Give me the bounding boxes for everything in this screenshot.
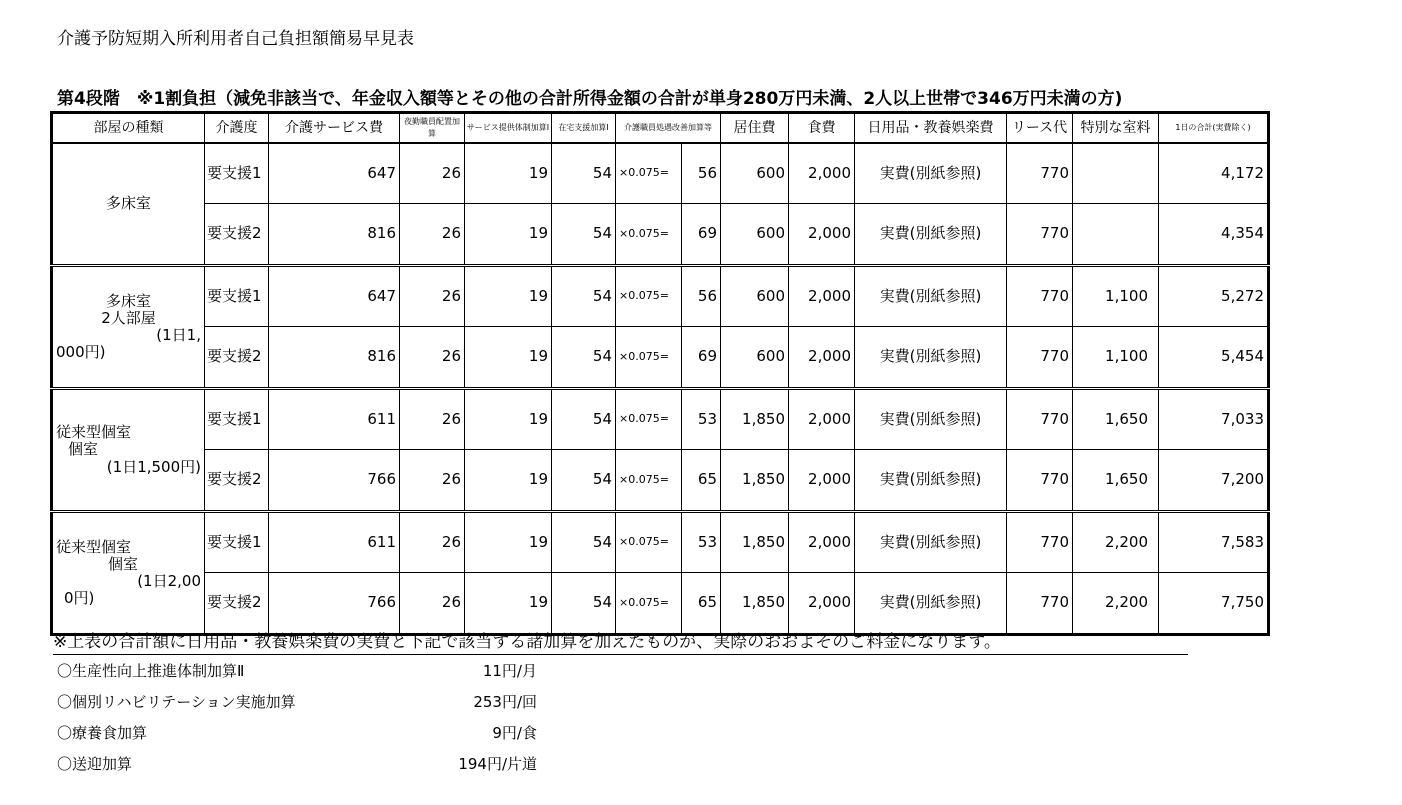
- addon-item: [57, 660, 537, 681]
- table-footnote: ※上表の合計額に日用品・教養娯楽費の実費と下記で該当する諸加算を加えたものが、実際のおおよそのご料金になります。: [53, 627, 1188, 655]
- provision-fee-cell: 19: [465, 450, 552, 512]
- addon-name: 〇個別リハビリテーション実施加算: [57, 693, 296, 711]
- residence-fee-cell: 600: [721, 143, 789, 204]
- daily-cost-cell: 実費(別紙参照): [855, 266, 1007, 327]
- room-group: [52, 266, 1269, 389]
- treatment-fee-cell: 53: [682, 389, 721, 450]
- night-fee-cell: 26: [400, 450, 465, 512]
- residence-fee-cell: 600: [721, 204, 789, 266]
- room-type-label: 多床室: [105, 194, 151, 213]
- room-group: [52, 512, 1269, 635]
- residence-fee-cell: 1,850: [721, 389, 789, 450]
- special-room-fee-cell: 1,100: [1073, 266, 1159, 327]
- multiplier-cell: ×0.075=: [616, 450, 682, 512]
- header-night: 夜勤職員配置加算: [400, 113, 465, 144]
- table-row: [52, 450, 1269, 512]
- service-fee-cell: 611: [269, 512, 400, 573]
- care-level-cell: 要支援2: [205, 327, 269, 389]
- lease-fee-cell: 770: [1007, 450, 1073, 512]
- daily-total-cell: 7,750: [1159, 573, 1269, 635]
- multiplier-cell: ×0.075=: [616, 266, 682, 327]
- page-title: 介護予防短期入所利用者自己負担額簡易早見表: [57, 29, 414, 49]
- table-row: [52, 573, 1269, 635]
- night-fee-cell: 26: [400, 389, 465, 450]
- lease-fee-cell: 770: [1007, 389, 1073, 450]
- daily-total-cell: 7,583: [1159, 512, 1269, 573]
- table-row: [52, 512, 1269, 573]
- header-treatment: 介護職員処遇改善加算等: [616, 113, 721, 144]
- night-fee-cell: 26: [400, 327, 465, 389]
- daily-cost-cell: 実費(別紙参照): [855, 573, 1007, 635]
- daily-cost-cell: 実費(別紙参照): [855, 143, 1007, 204]
- table-row: [52, 204, 1269, 266]
- header-provision: サービス提供体制加算Ⅰ: [465, 113, 552, 144]
- page-subtitle: 第4段階 ※1割負担（減免非該当で、年金収入額等とその他の合計所得金額の合計が単身280万円未満、2人以上世帯で346万円未満の方): [57, 89, 1123, 109]
- addon-price: 9円/食: [492, 724, 537, 742]
- care-level-cell: 要支援2: [205, 450, 269, 512]
- daily-cost-cell: 実費(別紙参照): [855, 450, 1007, 512]
- night-fee-cell: 26: [400, 512, 465, 573]
- lease-fee-cell: 770: [1007, 327, 1073, 389]
- food-fee-cell: 2,000: [789, 266, 855, 327]
- special-room-fee-cell: [1073, 204, 1159, 266]
- daily-total-cell: 7,200: [1159, 450, 1269, 512]
- room-group: [52, 389, 1269, 512]
- room-rate-label: (1日1,500円): [106, 457, 201, 476]
- lease-fee-cell: 770: [1007, 143, 1073, 204]
- treatment-fee-cell: 56: [682, 266, 721, 327]
- residence-fee-cell: 1,850: [721, 512, 789, 573]
- treatment-fee-cell: 65: [682, 450, 721, 512]
- header-total: 1日の合計(実費除く): [1159, 113, 1269, 144]
- room-type-label: 従来型個室: [56, 537, 132, 556]
- service-fee-cell: 647: [269, 266, 400, 327]
- treatment-fee-cell: 69: [682, 327, 721, 389]
- home-fee-cell: 54: [552, 512, 616, 573]
- multiplier-cell: ×0.075=: [616, 143, 682, 204]
- treatment-fee-cell: 65: [682, 573, 721, 635]
- room-type-sublabel: 個室: [68, 440, 99, 459]
- food-fee-cell: 2,000: [789, 143, 855, 204]
- addon-name: 〇送迎加算: [57, 755, 133, 773]
- addon-name: 〇療養食加算: [57, 724, 148, 742]
- service-fee-cell: 816: [269, 327, 400, 389]
- home-fee-cell: 54: [552, 204, 616, 266]
- care-level-cell: 要支援2: [205, 204, 269, 266]
- addon-price: 253円/回: [473, 693, 537, 711]
- table-row: [52, 389, 1269, 450]
- lease-fee-cell: 770: [1007, 204, 1073, 266]
- home-fee-cell: 54: [552, 327, 616, 389]
- addon-item: [57, 722, 537, 743]
- food-fee-cell: 2,000: [789, 450, 855, 512]
- room-type-label: 従来型個室: [56, 423, 132, 442]
- night-fee-cell: 26: [400, 204, 465, 266]
- header-level: 介護度: [205, 113, 269, 144]
- provision-fee-cell: 19: [465, 143, 552, 204]
- daily-total-cell: 7,033: [1159, 389, 1269, 450]
- addon-price: 11円/月: [482, 662, 537, 680]
- multiplier-cell: ×0.075=: [616, 327, 682, 389]
- service-fee-cell: 766: [269, 450, 400, 512]
- night-fee-cell: 26: [400, 143, 465, 204]
- home-fee-cell: 54: [552, 389, 616, 450]
- table-row: [52, 266, 1269, 327]
- lease-fee-cell: 770: [1007, 512, 1073, 573]
- addon-item: [57, 691, 537, 712]
- addon-price: 194円/片道: [458, 755, 537, 773]
- room-rate-label-cont: 0円): [64, 589, 95, 608]
- special-room-fee-cell: 1,650: [1073, 389, 1159, 450]
- service-fee-cell: 766: [269, 573, 400, 635]
- treatment-fee-cell: 53: [682, 512, 721, 573]
- provision-fee-cell: 19: [465, 512, 552, 573]
- residence-fee-cell: 1,850: [721, 450, 789, 512]
- provision-fee-cell: 19: [465, 389, 552, 450]
- special-room-fee-cell: 1,100: [1073, 327, 1159, 389]
- daily-cost-cell: 実費(別紙参照): [855, 327, 1007, 389]
- daily-cost-cell: 実費(別紙参照): [855, 389, 1007, 450]
- residence-fee-cell: 600: [721, 327, 789, 389]
- room-rate-label: (1日1,: [156, 326, 201, 344]
- special-room-fee-cell: 2,200: [1073, 573, 1159, 635]
- service-fee-cell: 611: [269, 389, 400, 450]
- night-fee-cell: 26: [400, 266, 465, 327]
- room-type-cell: [52, 389, 205, 512]
- care-level-cell: 要支援2: [205, 573, 269, 635]
- header-lease: リース代: [1007, 113, 1073, 144]
- lease-fee-cell: 770: [1007, 266, 1073, 327]
- header-food: 食費: [789, 113, 855, 144]
- night-fee-cell: 26: [400, 573, 465, 635]
- daily-cost-cell: 実費(別紙参照): [855, 512, 1007, 573]
- room-rate-label: (1日2,00: [137, 572, 201, 590]
- residence-fee-cell: 600: [721, 266, 789, 327]
- room-type-sublabel: 個室: [108, 554, 139, 573]
- room-type-cell: [52, 143, 205, 266]
- service-fee-cell: 816: [269, 204, 400, 266]
- food-fee-cell: 2,000: [789, 389, 855, 450]
- provision-fee-cell: 19: [465, 266, 552, 327]
- care-level-cell: 要支援1: [205, 266, 269, 327]
- multiplier-cell: ×0.075=: [616, 389, 682, 450]
- care-level-cell: 要支援1: [205, 143, 269, 204]
- care-level-cell: 要支援1: [205, 512, 269, 573]
- addon-name: 〇生産性向上推進体制加算Ⅱ: [57, 662, 245, 680]
- treatment-fee-cell: 69: [682, 204, 721, 266]
- daily-total-cell: 5,272: [1159, 266, 1269, 327]
- room-group: [52, 143, 1269, 266]
- food-fee-cell: 2,000: [789, 327, 855, 389]
- lease-fee-cell: 770: [1007, 573, 1073, 635]
- table-header-row: [52, 113, 1269, 144]
- home-fee-cell: 54: [552, 266, 616, 327]
- treatment-fee-cell: 56: [682, 143, 721, 204]
- multiplier-cell: ×0.075=: [616, 204, 682, 266]
- food-fee-cell: 2,000: [789, 204, 855, 266]
- care-level-cell: 要支援1: [205, 389, 269, 450]
- header-room: 部屋の種類: [52, 113, 205, 144]
- provision-fee-cell: 19: [465, 204, 552, 266]
- daily-total-cell: 4,172: [1159, 143, 1269, 204]
- food-fee-cell: 2,000: [789, 512, 855, 573]
- food-fee-cell: 2,000: [789, 573, 855, 635]
- header-residence: 居住費: [721, 113, 789, 144]
- header-daily: 日用品・教養娯楽費: [855, 113, 1007, 144]
- room-rate-label-cont: 000円): [56, 343, 106, 362]
- fee-table: [50, 111, 1270, 636]
- special-room-fee-cell: 2,200: [1073, 512, 1159, 573]
- header-special: 特別な室料: [1073, 113, 1159, 144]
- service-fee-cell: 647: [269, 143, 400, 204]
- daily-total-cell: 4,354: [1159, 204, 1269, 266]
- table-row: [52, 327, 1269, 389]
- home-fee-cell: 54: [552, 143, 616, 204]
- room-type-cell: [52, 512, 205, 635]
- special-room-fee-cell: 1,650: [1073, 450, 1159, 512]
- room-type-sublabel: 2人部屋: [101, 308, 156, 327]
- table-row: [52, 143, 1269, 204]
- provision-fee-cell: 19: [465, 573, 552, 635]
- multiplier-cell: ×0.075=: [616, 512, 682, 573]
- room-type-label: 多床室: [105, 291, 151, 310]
- special-room-fee-cell: [1073, 143, 1159, 204]
- home-fee-cell: 54: [552, 573, 616, 635]
- addon-item: [57, 753, 537, 774]
- residence-fee-cell: 1,850: [721, 573, 789, 635]
- provision-fee-cell: 19: [465, 327, 552, 389]
- home-fee-cell: 54: [552, 450, 616, 512]
- room-type-cell: [52, 266, 205, 389]
- multiplier-cell: ×0.075=: [616, 573, 682, 635]
- daily-total-cell: 5,454: [1159, 327, 1269, 389]
- header-service: 介護サービス費: [269, 113, 400, 144]
- daily-cost-cell: 実費(別紙参照): [855, 204, 1007, 266]
- header-home: 在宅支援加算Ⅰ: [552, 113, 616, 144]
